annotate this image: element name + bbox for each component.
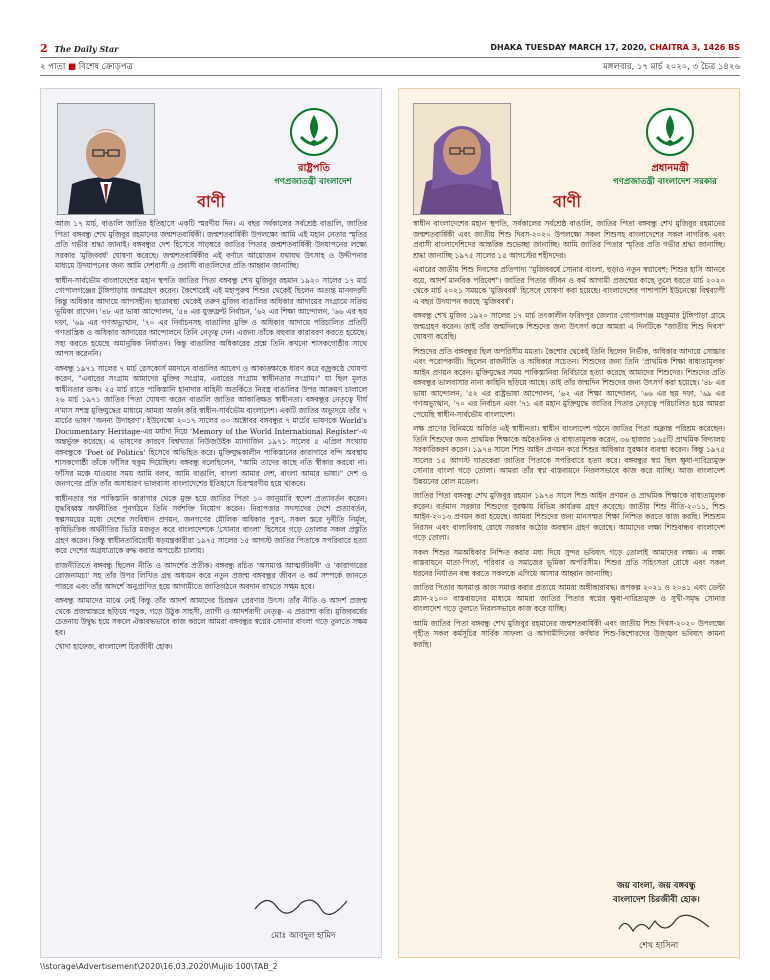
message-paragraph: বঙ্গবন্ধু আমাদের মাঝে নেই কিন্তু তাঁর আদর্শ আমাদের চিরন্তন প্রেরণার উৎস। তাঁর নীতি ও আদর্শ প্রজন্ম থেকে প্রজন্মান্তরে ছড়িয়ে পড়ুক, গড়ে উঠুক সাহসী, ত্যাগী ও আদর্শবাদী নেতৃত্ব- এ প্রত্যাশা করি। মুজিববর্ষের চেতনায় উদ্বুদ্ধ হয়ে সকলে ঐক্যবদ্ধভাবে কাজ করলে আমরা বঙ্গবন্ধুর স্বপ্নের সোনার বাংলা গড়ে তুলতে সক্ষম হব। xyxy=(55,596,367,637)
masthead-logo: The Daily Star xyxy=(54,44,119,54)
prime-minister-message-panel xyxy=(398,88,740,958)
signatory-name: শেখ হাসিনা xyxy=(639,941,679,951)
section-name: বিশেষ ক্রোড়পত্র xyxy=(78,62,133,72)
bangla-date: মঙ্গলবার, ১৭ মার্চ ২০২০, ৩ চৈত্র ১৪২৬ xyxy=(603,62,740,72)
message-paragraph: খোদা হাফেজ, বাংলাদেশ চিরজীবী হোক। xyxy=(55,642,173,651)
dateline-chaitra: CHAITRA 3, 1426 BS xyxy=(649,43,740,52)
message-paragraph: এবারের জাতীয় শিশু দিবসের প্রতিপাদ্য "মুজিববর্ষে সোনার বাংলা, ছড়াও নতুন স্বপ্নাবেশ; শিশুর হাসি আনবে বয়ে, আদর্শ মানবিক পরিবেশ"। জাতির পিতার জীবন ও কর্ম আগামী প্রজন্মের কাছে তুলে ধরতে মার্চ ২০২০ থেকে মার্চ ২০২১ সময়কে 'মুজিববর্ষ' হিসেবে ঘোষণা করা হয়েছে। বাংলাদেশের পাশাপাশি ইউনেস্কো বিশ্বব্যাপী এ বছর উদযাপন করছে 'মুজিববর্ষ'। xyxy=(413,265,725,306)
dateline xyxy=(490,43,740,52)
message-body xyxy=(413,219,725,654)
message-paragraph: বঙ্গবন্ধু ১৯৭১ সালের ৭ মার্চ রেসকোর্স ময়দানে বাঙালির আবেগ ও আকাঙ্ক্ষাকে ধারণ করে বজ্রকণ্ঠে ঘোষণা করেন, "এবারের সংগ্রাম আমাদের মুক্তির সংগ্রাম, এবারের সংগ্রাম স্বাধীনতার সংগ্রাম।" যা ছিল মূলত স্বাধীনতার ডাক। ২৫ মার্চ রাতে পাকিস্তানি হানাদার বাহিনী অতর্কিতে নিরস্ত্র বাঙালির উপর আক্রমণ চালালে ২৬ মার্চ ১৯৭১ জাতির পিতা ঘোষণা করেন বাঙালি জাতির আকাঙ্ক্ষিত স্বাধীনতা। বঙ্গবন্ধুর নেতৃত্বে দীর্ঘ ন'মাস সশস্ত্র মুক্তিযুদ্ধের মাধ্যমে আমরা অর্জন করি স্বাধীন-সার্বভৌম বাংলাদেশ। একটি জাতির অভ্যুদয়ে তাঁর ৭ মার্চের ভাষণ 'অনন্য উদাহরণ'। ইউনেস্কো ২০১৭ সালের ৩০ অক্টোবর বঙ্গবন্ধুর ৭ মার্চের ভাষণকে World's Documentary Heritage-এর মর্যাদা দিয়ে 'Memory of the World International Register'-এ অন্তর্ভুক্ত করেছে। এ ভাষণের কারণে বিশ্বখ্যাত নিউজউইক ম্যাগাজিন ১৯৭১ সালের ৫ এপ্রিল সংখ্যায় বঙ্গবন্ধুকে 'Poet of Politics' হিসেবে অভিহিত করে। মুক্তিযুদ্ধকালীন পাকিস্তানের কারাগারে বন্দি অবস্থায় শাসকগোষ্ঠী তাঁকে ফাঁসির হুকুম দিয়েছিল। বঙ্গবন্ধু বলেছিলেন, "আমি তাদের কাছে নতি স্বীকার করবো না। ফাঁসির মঞ্চে যাওয়ার সময় আমি বলব, আমি বাঙালি, বাংলা আমার দেশ, বাংলা আমার ভাষা।" দেশ ও জনগণের প্রতি তাঁর অসাধারণ ভালবাসা বাংলাদেশের ইতিহাসে চিরস্মরণীয় হয়ে থাকবে। xyxy=(55,363,367,488)
section-separator-icon: ■ xyxy=(68,62,79,72)
office-title: রাষ্ট্রপতি xyxy=(298,163,330,174)
president-message-panel xyxy=(40,88,382,958)
section-bar xyxy=(40,59,740,73)
signature-mark xyxy=(615,911,715,942)
office-title: প্রধানমন্ত্রী xyxy=(651,163,689,174)
section-rule xyxy=(40,75,740,76)
message-title: বাণী xyxy=(553,192,581,211)
message-title: বাণী xyxy=(197,192,225,211)
president-photo xyxy=(57,103,155,215)
message-paragraph: স্বাধীনতার পর পাকিস্তানি কারাগার থেকে মুক্ত হয়ে জাতির পিতা ১০ জানুয়ারি স্বদেশ প্রত্যাবর্তন করেন। যুদ্ধবিধ্বস্ত অর্থনীতির পুনর্গঠনে তিনি সর্বশক্তি নিয়োগ করেন। নিরাপত্তার সদস্যদের দেশে প্রত্যাবর্তন, স্বল্পসময়ের মধ্যে দেশের সংবিধান প্রণয়ন, জনগণের মৌলিক অধিকার পূরণ, সকল স্তরে দুর্নীতি নির্মূল, কৃষিভিত্তিক অর্থনীতির ভিত্তি মজবুত করে বাংলাদেশকে 'সোনার বাংলা' হিসেবে গড়ে তোলার সকল প্রস্তুতি গ্রহণ করেন। কিন্তু স্বাধীনতাবিরোধী ষড়যন্ত্রকারীরা ১৯৭৫ সালের ১৫ আগস্ট জাতির পিতাকে সপরিবারে হত্যা করে দেশের অগ্রযাত্রাকে রুদ্ধ করার অপচেষ্টা চালায়। xyxy=(55,493,367,555)
message-paragraph: স্বাধীন-সার্বভৌম বাংলাদেশের মহান স্থপতি জাতির পিতা বঙ্গবন্ধু শেখ মুজিবুর রহমান ১৯২০ সালের ১৭ মার্চ গোপালগঞ্জের টুঙ্গিপাড়ায় জন্মগ্রহণ করেন। কৈশোরেই এই মহাপুরুষ শিশুর থেকেই ছিলেন অত্যন্ত মানবদরদী কিন্তু অধিকার আদায়ে আপসহীন। ছাত্রাবস্থা থেকেই তরুণ মুজিব বাঙালির অধিকার আদায়ের সংগ্রামে সক্রিয় ভূমিকা রাখেন। '৪৮ এর ভাষা আন্দোলন, '৫৪ এর যুক্তফ্রন্ট নির্বাচন, '৬২ এর শিক্ষা আন্দোলন, '৬৬ এর ছয় দফা, '৬৯ এর গণঅভ্যুত্থান, '৭০ এর নির্বাচনসহ বাঙালির মুক্তি ও অধিকার আদায়ে পরিচালিত প্রতিটি গণতান্ত্রিক ও অধিকার আদায়ের আন্দোলনে তিনি নেতৃত্ব দেন। এজন্য তাঁকে বহুবার কারাবরণ করতে হয়েছে। সহ্য করতে হয়েছে অমানুষিক নির্যাতন। কিন্তু বাঙালির অধিকারের প্রশ্নে তিনি কখনো শাসকগোষ্ঠীর সাথে আপস করেননি। xyxy=(55,275,367,358)
government-name: গণপ্রজাতন্ত্রী বাংলাদেশ xyxy=(274,177,352,187)
prime-minister-photo xyxy=(413,103,511,215)
message-paragraph: আজ ১৭ মার্চ, বাঙালি জাতির ইতিহাসে একটি স্মরণীয় দিন। এ বছর সর্বকালের সর্বশ্রেষ্ঠ বাঙালি, জাতির পিতা বঙ্গবন্ধু শেখ মুজিবুর রহমানের জন্মশতবার্ষিকী। জন্মশতবার্ষিকী উপলক্ষ্যে আমি এই মহান নেতার স্মৃতির প্রতি গভীর শ্রদ্ধা জানাই। বঙ্গবন্ধুর দেশ হিসেবে সাড়ম্বরে জাতির পিতার জন্মশতবার্ষিকী উদযাপনের লক্ষ্যে সরকার 'মুজিববর্ষ' ঘোষণা করেছে। জন্মশতবার্ষিকীর এই বর্ণাঢ্য আয়োজন যথাযথ উৎসাহ ও উদ্দীপনার মাধ্যমে উদযাপনের জন্য আমি দেশবাসী ও প্রবাসী বাঙালিদের প্রতি আহ্বান জানাচ্ছি। xyxy=(55,219,367,270)
signature-mark xyxy=(251,889,351,920)
bangladesh-emblem-icon xyxy=(289,107,339,157)
message-paragraph: জাতির পিতা বঙ্গবন্ধু শেখ মুজিবুর রহমান ১৯৭৪ সালে শিশু আইন প্রণয়ন ও প্রাথমিক শিক্ষাকে বাধ্যতামূলক করেন। বর্তমান সরকার শিশুদের সুরক্ষায় বিভিন্ন কার্যক্রম গ্রহণ করেছে। জাতীয় শিশু নীতি-২০১১, শিশু আইন-২০১৩ প্রণয়ন করা হয়েছে। আমরা শিশুদের জন্য মানসম্মত শিক্ষা নিশ্চিত করতে কাজ করছি। শিশুশ্রম নিরসন এবং বাল্যবিবাহ রোধে সরকার কঠোর অবস্থান গ্রহণ করেছে। আমাদের লক্ষ্য শিশুবান্ধব বাংলাদেশ গড়ে তোলা। xyxy=(413,491,725,542)
message-paragraph: রাজনীতিতে বঙ্গবন্ধু ছিলেন নীতি ও আদর্শের প্রতীক। বঙ্গবন্ধু রচিত 'অসমাপ্ত আত্মজীবনী' ও 'কারাগারের রোজনামচা' সহ তাঁর উপর লিখিত গ্রন্থ অধ্যয়ন করে নতুন প্রজন্ম বঙ্গবন্ধুর জীবন ও কর্ম সম্পর্কে জানতে পারবে এবং তাঁর আদর্শে অনুপ্রাণিত হয়ে আগামীতে জাতিগঠনে অবদান রাখতে সক্ষম হবে। xyxy=(55,560,367,591)
message-paragraph: জাতির পিতার অসমাপ্ত কাজ সমাপ্ত করার প্রত্যয়ে আমরা অঙ্গীকারাবদ্ধ। রূপকল্প ২০২১ ও ২০৪১ এবং ডেল্টা প্ল্যান-২১০০ বাস্তবায়নের মাধ্যমে আমরা জাতির পিতার স্বপ্নের ক্ষুধা-দারিদ্র্যমুক্ত ও সুখী-সমৃদ্ধ সোনার বাংলাদেশ গড়ে তুলতে নিরলসভাবে কাজ করে যাচ্ছি। xyxy=(413,583,725,613)
file-path: \\storage\Advertisement\2020\16.03.2020\Mujib 100\TAB_2 xyxy=(40,962,278,971)
page-header xyxy=(40,40,740,56)
dateline-city-day: DHAKA TUESDAY MARCH 17, 2020, xyxy=(490,43,647,52)
section-page: ২ পাতা xyxy=(40,62,66,72)
header-rule xyxy=(40,57,740,58)
message-paragraph: লক্ষ প্রাণের বিনিময়ে অর্জিত এই স্বাধীনতা। স্বাধীন বাংলাদেশ গঠনে জাতির পিতা অক্লান্ত পরিশ্রম করেছেন। তিনি শিশুদের জন্য প্রাথমিক শিক্ষাকে অবৈতনিক ও বাধ্যতামূলক করেন, ৩৬ হাজার ১৬৫টি প্রাথমিক বিদ্যালয় সরকারিকরণ করেন। ১৯৭৪ সালে শিশু আইন প্রণয়ন করে শিশুর অধিকার সুরক্ষার ব্যবস্থা করেন। কিন্তু ১৯৭৫ সালের ১৫ আগস্ট ঘাতকেরা জাতির পিতাকে সপরিবারে হত্যা করে। বঙ্গবন্ধুর স্বপ্ন ছিল ক্ষুধা-দারিদ্র্যমুক্ত সোনার বাংলা গড়ে তোলা। আমরা তাঁর স্বপ্ন বাস্তবায়নে নিরলসভাবে কাজ করে যাচ্ছি। আজ বাংলাদেশ উন্নয়নের রোল মডেল। xyxy=(413,424,725,486)
message-paragraph: বঙ্গবন্ধু শেখ মুজিব ১৯২০ সালের ১৭ মার্চ তৎকালীন ফরিদপুর জেলার গোপালগঞ্জ মহকুমার টুঙ্গিপাড়া গ্রামে জন্মগ্রহণ করেন। তাই তাঁর জন্মদিনকে শিশুদের জন্য উৎসর্গ করে আমরা এ দিনটিকে "জাতীয় শিশু দিবস" ঘোষণা করেছি। xyxy=(413,311,725,341)
message-body xyxy=(55,219,367,657)
signatory-name: মোঃ আবদুল হামিদ xyxy=(271,931,336,941)
government-name: গণপ্রজাতন্ত্রী বাংলাদেশ সরকার xyxy=(613,177,717,187)
message-paragraph: শিশুদের প্রতি বঙ্গবন্ধুর ছিল অপরিসীম মমতা। কৈশোর থেকেই তিনি ছিলেন নির্ভীক, অধিকার আদায়ে সোচ্চার এবং পরোপকারী। ছিলেন রাজনীতি ও অধিকার সচেতন। শিশুদের জন্য তিনি 'প্রাথমিক শিক্ষা বাধ্যতামূলক' আইন প্রণয়ন করেন। মুক্তিযুদ্ধের সময় পাকিস্তানিরা নির্বিচারে হত্যা করেছে আমাদের শিশুদের। শিশুদের প্রতি বঙ্গবন্ধুর ভালবাসার নানা কাহিনি ছড়িয়ে আছে। তাই তাঁর জন্মদিন শিশুদের জন্য উৎসর্গ করা হয়েছে। '৪৮ এর ভাষা আন্দোলন, '৫২ এর রাষ্ট্রভাষা আন্দোলন, '৬২ এর শিক্ষা আন্দোলন, '৬৬ এর ছয় দফা, '৬৯ এর গণঅভ্যুত্থান, '৭০ এর নির্বাচন এবং '৭১ এর মহান মুক্তিযুদ্ধে জাতির পিতার নেতৃত্বে পরিচালিত হয়ে আমরা পেয়েছি স্বাধীন-সার্বভৌম বাংলাদেশ। xyxy=(413,346,725,419)
message-paragraph: সকল শিশুর সমঅধিকার নিশ্চিত করার মধ্য দিয়ে সুন্দর ভবিষ্যৎ গড়ে তোলাই আমাদের লক্ষ্য। এ লক্ষ্য বাস্তবায়নে মাতা-পিতা, পরিবার ও সমাজের ভূমিকা অপরিসীম। শিশুর প্রতি সহিংসতা রোধে এবং সকল ধরনের নির্যাতন বন্ধ করতে সকলকে এগিয়ে আসার আহ্বান জানাচ্ছি। xyxy=(413,547,725,578)
government-emblem-icon xyxy=(645,107,695,157)
closing-line: জয় বাংলা, জয় বঙ্গবন্ধু বাংলাদেশ চিরজীবী হোক। xyxy=(613,881,700,905)
message-paragraph: আমি জাতির পিতা বঙ্গবন্ধু শেখ মুজিবুর রহমানের জন্মশতবার্ষিকী এবং জাতীয় শিশু দিবস-২০২০ উপলক্ষ্যে গৃহীত সকল কর্মসূচির সার্বিক সাফল্য ও আগামীদিনের কর্ণধার শিশু-কিশোরদের উজ্জ্বল ভবিষ্যৎ কামনা করছি। xyxy=(413,618,725,649)
page-number: 2 xyxy=(40,42,48,55)
masthead xyxy=(40,42,118,55)
message-paragraph: স্বাধীন বাংলাদেশের মহান স্থপতি, সর্বকালের সর্বশ্রেষ্ঠ বাঙালি, জাতির পিতা বঙ্গবন্ধু শেখ মুজিবুর রহমানের জন্মশতবার্ষিকী এবং জাতীয় শিশু দিবস-২০২০ উপলক্ষ্যে সকল শিশুসহ বাংলাদেশের সকল নাগরিক এবং প্রবাসী বাংলাদেশিদের আন্তরিক শুভেচ্ছা জানাচ্ছি। আমি জাতির পিতার স্মৃতির প্রতি গভীর শ্রদ্ধা জানাচ্ছি। শ্রদ্ধা জানাচ্ছি ১৯৭৫ সালের ১৫ আগস্টের শহীদদের। xyxy=(413,219,725,260)
